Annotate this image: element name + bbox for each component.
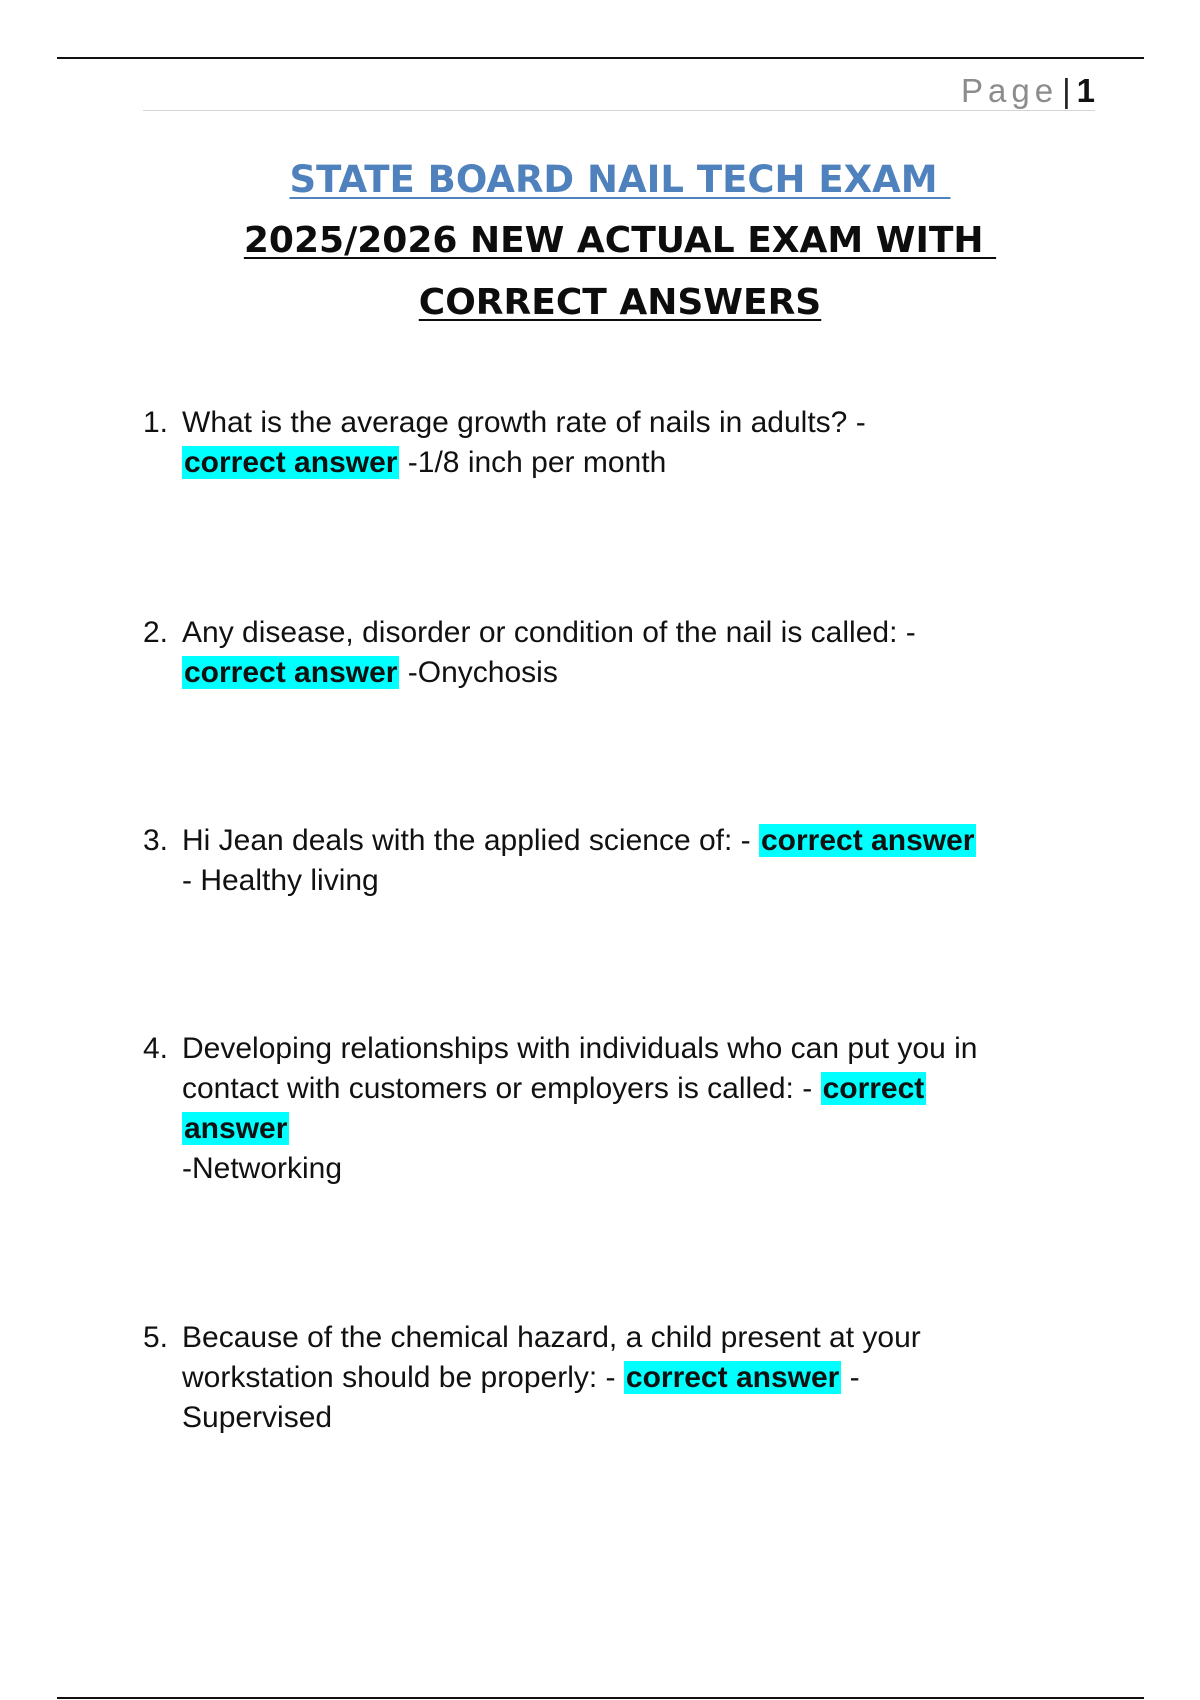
question-body — [182, 1029, 1063, 1189]
question-body — [182, 1318, 1063, 1438]
page-header — [143, 72, 1095, 111]
answer-highlight: correct answer — [761, 824, 975, 857]
answer-highlight: correct — [822, 1072, 925, 1105]
question-number: 4. — [143, 1032, 169, 1065]
question-number: 2. — [143, 616, 169, 649]
top-rule — [57, 57, 1144, 59]
question-text: Any disease, disorder or condition of the nail is called: - — [182, 616, 916, 649]
page-separator: | — [1062, 72, 1071, 109]
page-label: Page — [960, 72, 1059, 109]
title-line-3: CORRECT ANSWERS — [418, 282, 822, 323]
title-line-1: STATE BOARD NAIL TECH EXAM — [289, 158, 951, 201]
question-number: 3. — [143, 824, 169, 857]
page-number: 1 — [1076, 72, 1095, 109]
question-text: Because of the chemical hazard, a child present at your — [182, 1321, 921, 1354]
answer-highlight: correct answer — [625, 1361, 840, 1394]
answer-text: - Healthy living — [182, 864, 379, 897]
document-title — [0, 150, 1200, 334]
answer-dash: - — [841, 1361, 860, 1394]
answer-text: -1/8 inch per month — [399, 446, 667, 479]
question-text: Hi Jean deals with the applied science of: - — [182, 824, 759, 857]
question-body — [182, 613, 1063, 693]
answer-highlight: answer — [184, 1112, 288, 1145]
bottom-rule — [57, 1697, 1144, 1699]
answer-text: -Onychosis — [399, 656, 558, 689]
question-text: Developing relationships with individuals who can put you in — [182, 1032, 978, 1065]
answer-text: Supervised — [182, 1401, 333, 1434]
question-text: workstation should be properly: - — [182, 1361, 624, 1394]
question-text: What is the average growth rate of nails in adults? - — [182, 406, 866, 439]
answer-text: -Networking — [182, 1152, 343, 1185]
question-body — [182, 403, 1063, 483]
question-body — [182, 821, 1063, 901]
question-number: 5. — [143, 1321, 169, 1354]
question-text: contact with customers or employers is called: - — [182, 1072, 821, 1105]
answer-highlight: correct answer — [184, 656, 398, 689]
question-number: 1. — [143, 406, 169, 439]
title-line-2: 2025/2026 NEW ACTUAL EXAM WITH — [243, 220, 997, 261]
answer-highlight: correct answer — [184, 446, 398, 479]
